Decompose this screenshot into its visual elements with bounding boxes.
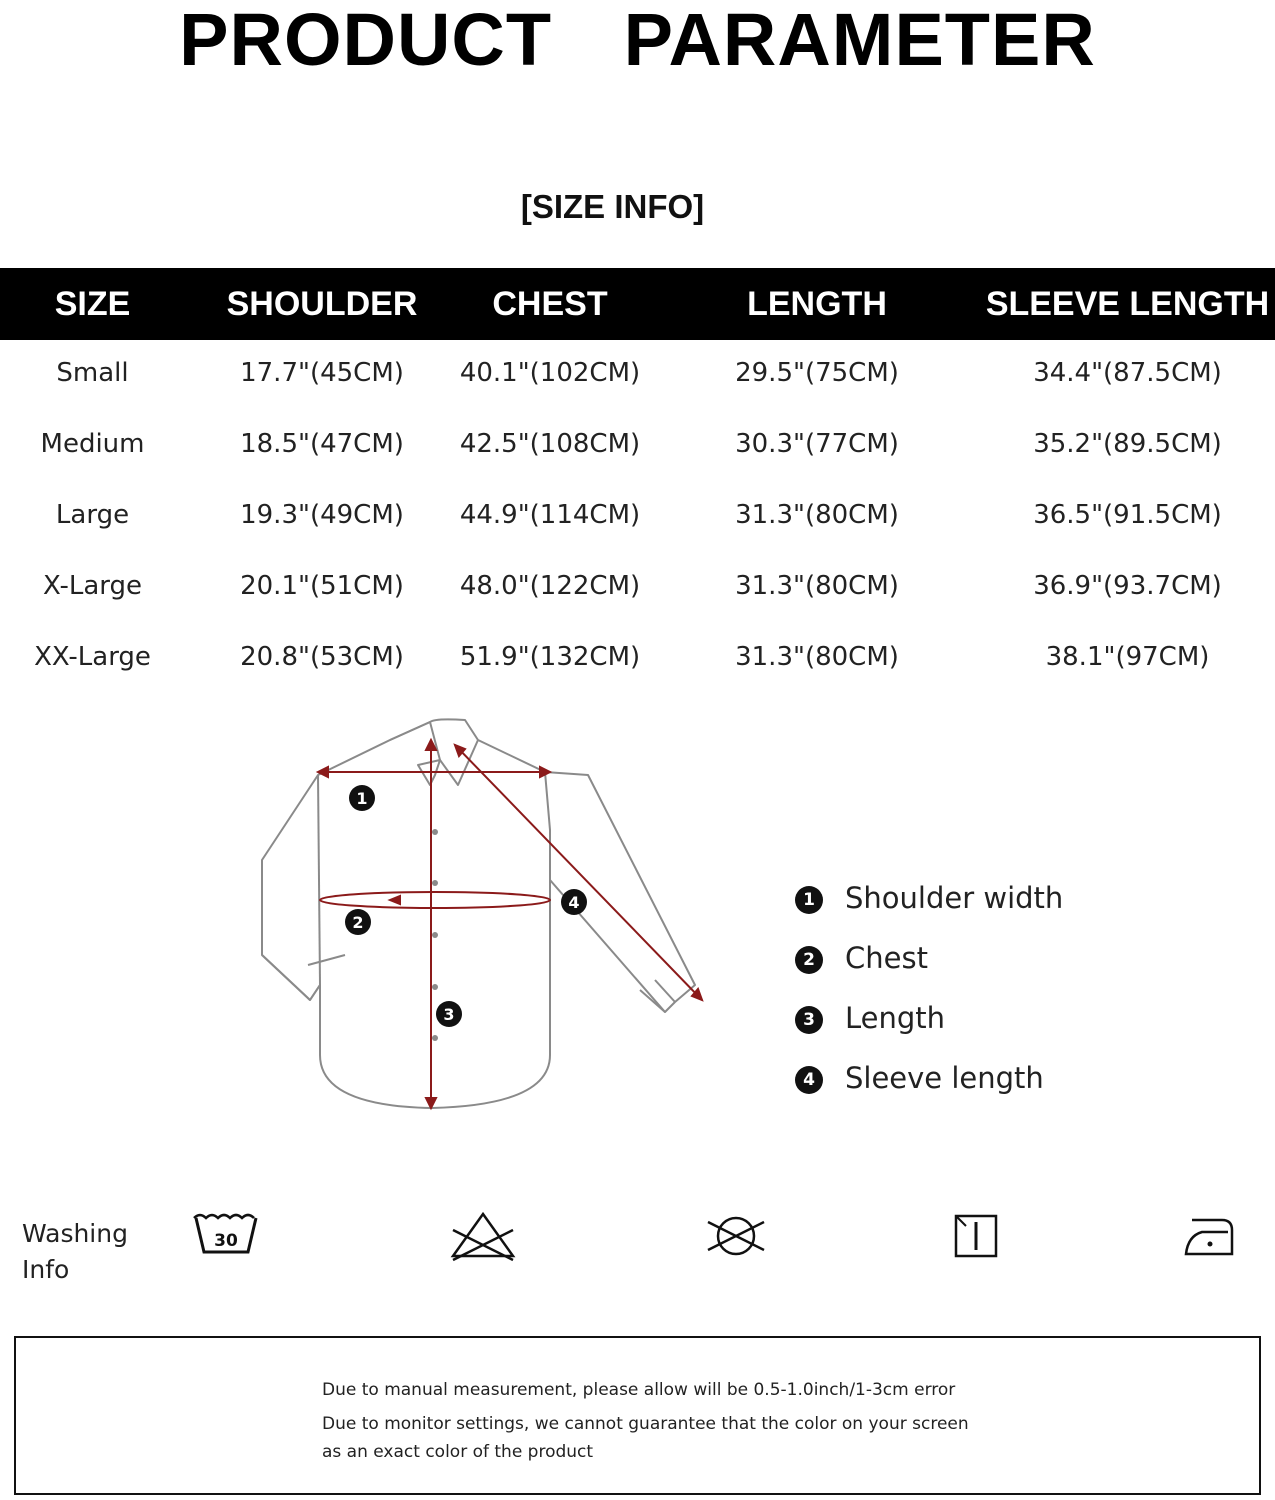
column-header-length: LENGTH	[747, 285, 887, 323]
legend-label: Shoulder width	[845, 881, 1064, 915]
disclaimer-line: as an exact color of the product	[322, 1442, 594, 1462]
disclaimer-line: Due to monitor settings, we cannot guarantee that the color on your screen	[322, 1414, 969, 1434]
washing-info-label: Washing Info	[22, 1219, 128, 1284]
table-cell: 20.8"(53CM)	[240, 642, 404, 672]
table-cell: 36.5"(91.5CM)	[1033, 500, 1222, 530]
legend-item	[795, 930, 1235, 990]
table-cell: 31.3"(80CM)	[735, 571, 899, 601]
table-cell: Small	[56, 358, 129, 388]
table-cell: Medium	[40, 429, 145, 459]
table-cell: 19.3"(49CM)	[240, 500, 404, 530]
table-cell: 40.1"(102CM)	[459, 358, 641, 388]
svg-text:2: 2	[352, 913, 364, 932]
svg-text:3: 3	[443, 1005, 455, 1024]
table-cell: 48.0"(122CM)	[459, 571, 641, 601]
svg-text:4: 4	[568, 893, 580, 912]
legend-number: 2	[795, 946, 823, 974]
legend-number: 4	[795, 1066, 823, 1094]
disclaimer-line: Due to manual measurement, please allow will be 0.5-1.0inch/1-3cm error	[322, 1380, 956, 1400]
table-cell: 38.1"(97CM)	[1045, 642, 1210, 672]
legend-item	[795, 870, 1235, 930]
table-cell: 31.3"(80CM)	[735, 500, 899, 530]
iron-icon	[1178, 1208, 1250, 1264]
column-header-shoulder: SHOULDER	[226, 285, 418, 323]
table-cell: 31.3"(80CM)	[735, 642, 899, 672]
line-dry-icon	[940, 1208, 1012, 1264]
table-cell: 42.5"(108CM)	[459, 429, 641, 459]
do-not-tumble-dry-icon	[700, 1208, 772, 1264]
table-row	[0, 551, 1275, 622]
measurement-legend	[795, 870, 1235, 1110]
table-cell: 20.1"(51CM)	[240, 571, 404, 601]
column-header-size: SIZE	[54, 285, 131, 323]
table-cell: X-Large	[42, 571, 143, 601]
measurement-lines	[318, 740, 702, 1108]
shirt-outline	[262, 719, 695, 1108]
legend-number: 1	[795, 886, 823, 914]
table-cell: 17.7"(45CM)	[240, 358, 404, 388]
table-row	[0, 480, 1275, 551]
svg-text:1: 1	[356, 789, 368, 808]
table-cell: 29.5"(75CM)	[735, 358, 899, 388]
legend-number: 3	[795, 1006, 823, 1034]
table-header	[0, 268, 1275, 340]
table-row	[0, 622, 1275, 693]
legend-label: Sleeve length	[845, 1061, 1044, 1095]
column-header-chest: CHEST	[492, 285, 608, 323]
table-cell: 34.4"(87.5CM)	[1033, 358, 1222, 388]
legend-label: Chest	[845, 941, 928, 975]
shirt-measurement-diagram	[250, 710, 720, 1120]
disclaimer-box	[14, 1336, 1261, 1495]
page-title: PRODUCT PARAMETER	[179, 0, 1096, 81]
section-title: [SIZE INFO]	[520, 188, 705, 225]
table-cell: 18.5"(47CM)	[240, 429, 404, 459]
table-cell: 51.9"(132CM)	[459, 642, 641, 672]
wash-temperature: 30	[214, 1231, 238, 1251]
table-row	[0, 338, 1275, 409]
column-header-sleeve-length: SLEEVE LENGTH	[985, 285, 1270, 323]
table-cell: 44.9"(114CM)	[459, 500, 641, 530]
legend-item	[795, 1050, 1235, 1110]
legend-label: Length	[845, 1001, 946, 1035]
wash-30-icon	[190, 1208, 262, 1264]
table-cell: 35.2"(89.5CM)	[1033, 429, 1222, 459]
table-cell: XX-Large	[34, 642, 151, 672]
table-row	[0, 409, 1275, 480]
do-not-bleach-icon	[447, 1208, 519, 1264]
table-cell: Large	[55, 500, 130, 530]
table-cell: 36.9"(93.7CM)	[1033, 571, 1222, 601]
table-cell: 30.3"(77CM)	[735, 429, 899, 459]
legend-item	[795, 990, 1235, 1050]
